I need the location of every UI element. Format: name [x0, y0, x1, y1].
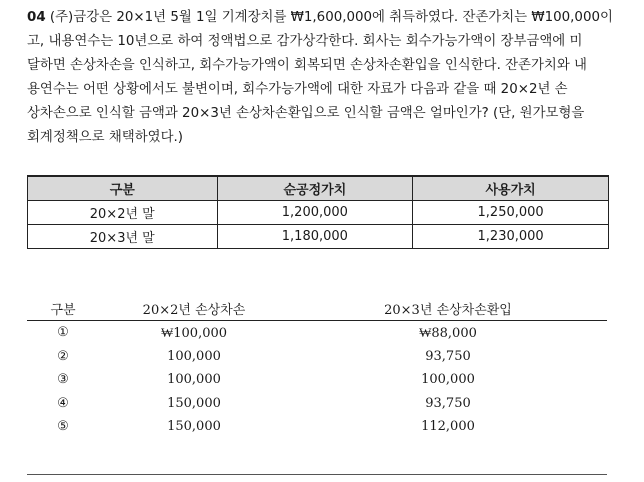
- choice-number: ①: [57, 325, 69, 341]
- answer-choice-1[interactable]: [27, 321, 607, 345]
- impairment-loss-value: ₩100,000: [160, 325, 228, 341]
- question-line: 달하면 손상차손을 인식하고, 회수가능가액이 회복되면 손상차손환입을 인식한다. 잔존가치와 내: [27, 58, 587, 73]
- choice-number: ⑤: [57, 419, 69, 435]
- answer-choices-table: [27, 296, 607, 439]
- header-value-in-use: 사용가치: [413, 176, 609, 201]
- impairment-loss-value: 150,000: [167, 419, 221, 435]
- choice-number: ③: [57, 372, 69, 388]
- choice-number: ④: [57, 395, 69, 411]
- question-line: 상차손으로 인식할 금액과 20×3년 손상차손환입으로 인식할 금액은 얼마인가? (단, 원가모형을: [27, 106, 585, 121]
- choice-number: ②: [57, 348, 69, 364]
- impairment-reversal-value: 93,750: [425, 395, 471, 411]
- answer-choice-5[interactable]: [27, 415, 607, 439]
- net-fair-value: 1,200,000: [217, 201, 413, 225]
- value-in-use: 1,250,000: [413, 201, 609, 225]
- answer-header-impairment-reversal: 20×3년 손상차손환입: [289, 296, 607, 321]
- header-category: 구분: [28, 176, 218, 201]
- impairment-reversal-value: 100,000: [421, 372, 475, 388]
- answer-header-row: [27, 296, 607, 321]
- impairment-loss-value: 100,000: [167, 372, 221, 388]
- impairment-reversal-value: 93,750: [425, 348, 471, 364]
- header-net-fair-value: 순공정가치: [217, 176, 413, 201]
- question-text: [27, 6, 627, 150]
- answer-header-impairment-loss: 20×2년 손상차손: [99, 296, 289, 321]
- question-line: 용연수는 어떤 상황에서도 불변이며, 회수가능가액에 대한 자료가 다음과 같을 때 20×2년 손: [27, 82, 568, 97]
- question-line-text: (주)금강은 20×1년 5월 1일 기계장치를 ₩1,600,000에 취득하였다. 잔존가치는 ₩100,000이: [45, 10, 613, 25]
- table-row: [28, 201, 609, 225]
- answer-choice-4[interactable]: [27, 392, 607, 416]
- answer-header-category: 구분: [27, 296, 99, 321]
- impairment-reversal-value: ₩88,000: [419, 325, 477, 341]
- net-fair-value: 1,180,000: [217, 225, 413, 249]
- question-line: 고, 내용연수는 10년으로 하여 정액법으로 감가상각한다. 회사는 회수가능가액이 장부금액에 미: [27, 34, 583, 49]
- question-line: [27, 6, 627, 30]
- table-header-row: [28, 176, 609, 201]
- value-in-use: 1,230,000: [413, 225, 609, 249]
- question-number: 04: [27, 10, 46, 25]
- recoverable-amount-table: [27, 175, 609, 249]
- impairment-reversal-value: 112,000: [421, 419, 475, 435]
- row-label: 20×3년 말: [28, 225, 218, 249]
- bottom-divider: [27, 474, 607, 475]
- question-line: 회계정책으로 채택하였다.): [27, 130, 184, 145]
- answer-choice-3[interactable]: [27, 368, 607, 392]
- answer-choice-2[interactable]: [27, 345, 607, 369]
- table-row: [28, 225, 609, 249]
- row-label: 20×2년 말: [28, 201, 218, 225]
- impairment-loss-value: 100,000: [167, 348, 221, 364]
- impairment-loss-value: 150,000: [167, 395, 221, 411]
